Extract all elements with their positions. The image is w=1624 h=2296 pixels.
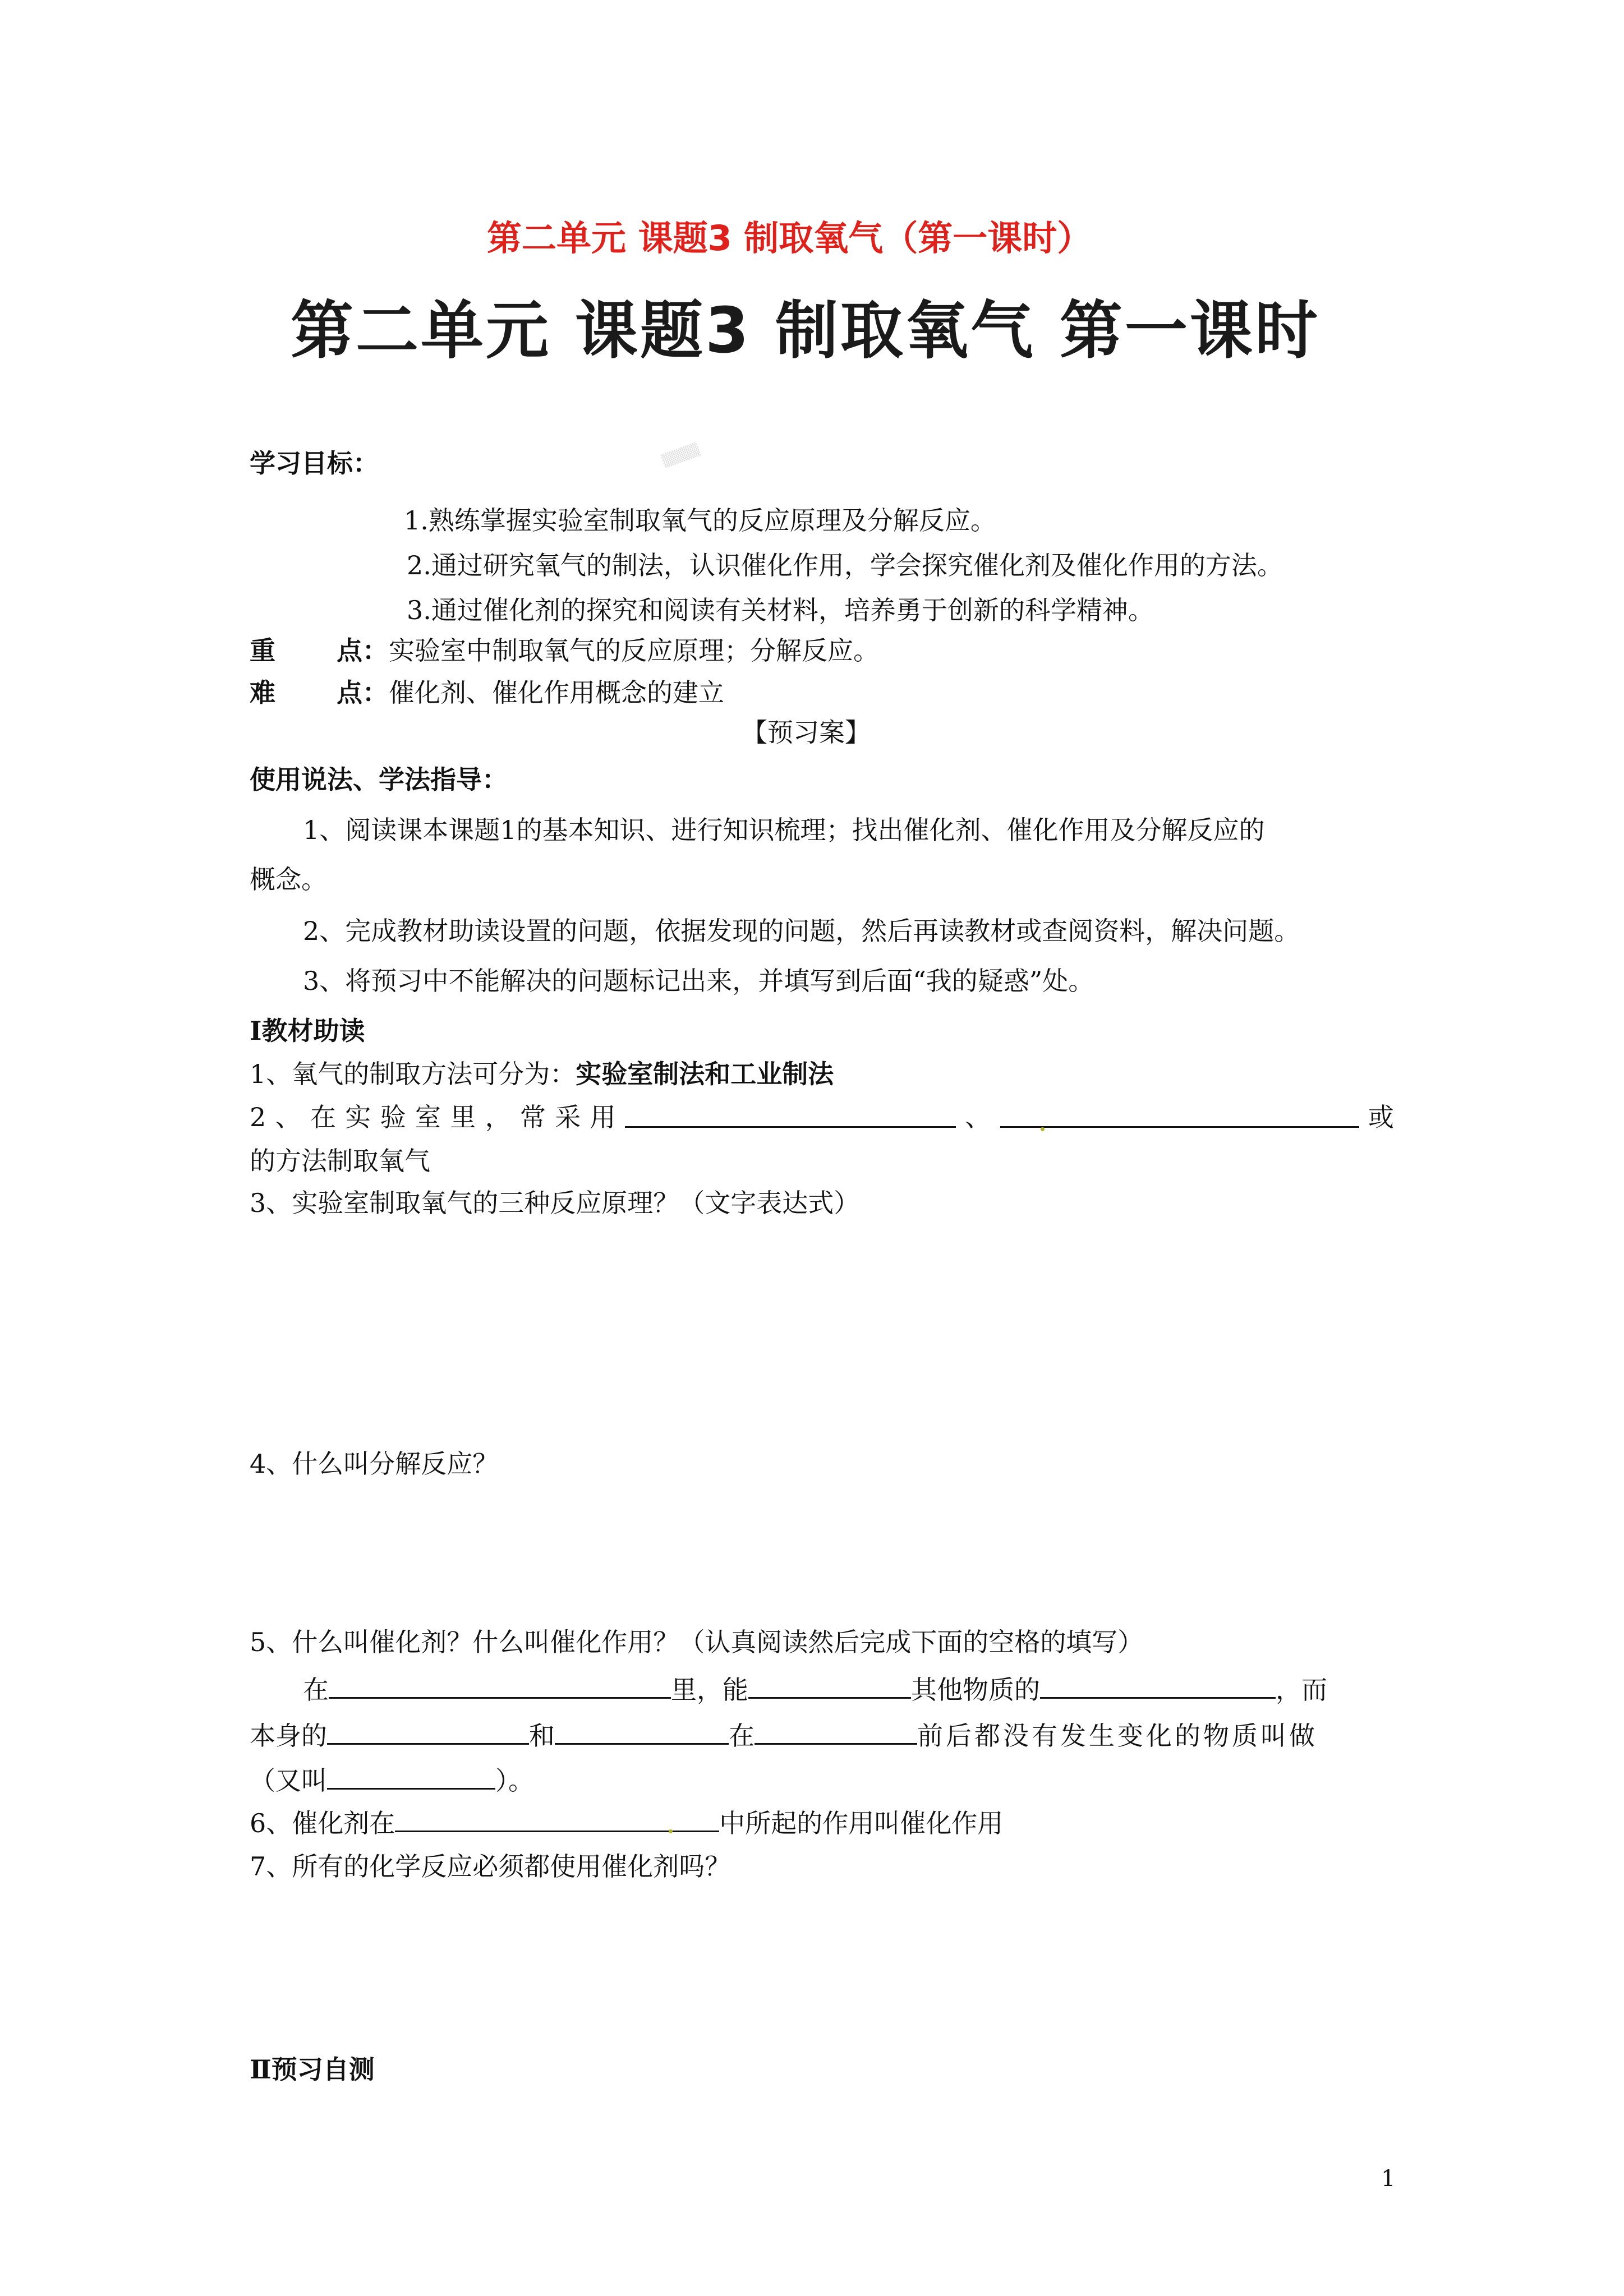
q5-text: ，而 — [1276, 1675, 1327, 1705]
section-heading: Ⅰ教材助读 — [250, 1016, 365, 1046]
q2-char: 或 — [1368, 1102, 1394, 1132]
objective-item: 1.熟练掌握实验室制取氧气的反应原理及分解反应。 — [404, 505, 996, 536]
q5-text: （又叫 — [250, 1765, 327, 1796]
watermark: ▒▒▒▒ — [660, 442, 701, 469]
q5-text: 本身的 — [250, 1721, 327, 1751]
answer-blank[interactable] — [395, 1805, 719, 1832]
answer-blank[interactable] — [755, 1717, 917, 1745]
answer-blank[interactable] — [1000, 1100, 1359, 1128]
question-1-text: 1、氧气的制取方法可分为： — [250, 1059, 576, 1089]
q2-char: ， — [485, 1102, 511, 1132]
answer-blank[interactable] — [625, 1100, 956, 1128]
question-5-line3 — [250, 1762, 534, 1797]
q6-text: 6、催化剂在 — [250, 1808, 395, 1838]
key-point-label: 重 — [250, 635, 275, 666]
q2-char: 验 — [380, 1102, 406, 1132]
page-title: 第二单元 课题3 制取氧气（第一课时） — [487, 218, 1092, 259]
q5-text: 和 — [529, 1721, 555, 1751]
question-7: 7、所有的化学反应必须都使用催化剂吗？ — [250, 1851, 731, 1882]
q5-text: 里，能 — [671, 1675, 748, 1705]
question-5: 5、什么叫催化剂？什么叫催化作用？（认真阅读然后完成下面的空格的填写） — [250, 1627, 1144, 1657]
answer-blank[interactable] — [555, 1717, 729, 1745]
question-3: 3、实验室制取氧气的三种反应原理？（文字表达式） — [250, 1188, 860, 1218]
q5-text: 在 — [729, 1721, 755, 1751]
q2-char: 、 — [275, 1102, 301, 1132]
preview-heading: 【预习案】 — [742, 717, 871, 748]
q5-text: 在 — [303, 1675, 329, 1705]
objective-item: 3.通过催化剂的探究和阅读有关材料，培养勇于创新的科学精神。 — [407, 595, 1154, 625]
difficult-point-label: 难 — [250, 677, 275, 708]
question-5-line2 — [250, 1717, 1318, 1753]
q6-text: 中所起的作用叫催化作用 — [719, 1808, 1004, 1838]
q2-char: 用 — [590, 1102, 616, 1132]
q5-text: 前后都没有发生变化的物质叫做 — [917, 1721, 1318, 1751]
difficult-point-label: 点： — [337, 677, 388, 708]
answer-blank[interactable] — [1040, 1671, 1276, 1699]
answer-blank[interactable] — [327, 1762, 495, 1790]
q5-text: 其他物质的 — [911, 1675, 1040, 1705]
answer-blank[interactable] — [329, 1671, 671, 1699]
q2-char: 2 — [250, 1102, 266, 1132]
difficult-point-text: 催化剂、催化作用概念的建立 — [389, 677, 724, 708]
answer-blank[interactable] — [327, 1717, 529, 1745]
guide-item: 概念。 — [250, 864, 327, 895]
section-heading: Ⅱ预习自测 — [250, 2054, 375, 2085]
q2-char: 采 — [555, 1102, 581, 1132]
question-6 — [250, 1805, 1003, 1840]
question-2 — [250, 1100, 1394, 1134]
q2-char: 常 — [519, 1102, 546, 1132]
q5-text: ）。 — [495, 1765, 534, 1796]
question-5-line1 — [303, 1671, 1327, 1707]
guide-item: 2、完成教材助读设置的问题，依据发现的问题，然后再读教材或查阅资料，解决问题。 — [303, 916, 1300, 946]
q2-char: 实 — [345, 1102, 371, 1132]
answer-blank[interactable] — [748, 1671, 911, 1699]
q2-char: 里 — [450, 1102, 476, 1132]
guide-item: 3、将预习中不能解决的问题标记出来，并填写到后面“我的疑惑”处。 — [303, 966, 1094, 996]
question-1 — [250, 1057, 834, 1091]
guide-heading: 使用说法、学法指导： — [250, 764, 508, 795]
objectives-heading: 学习目标： — [250, 448, 379, 478]
question-4: 4、什么叫分解反应？ — [250, 1449, 499, 1479]
q2-char: 室 — [415, 1102, 441, 1132]
q2-char: 在 — [310, 1102, 336, 1132]
title-banner-image: 第二单元 课题3 制取氧气 第一课时 — [291, 294, 1320, 367]
question-2-line2: 的方法制取氧气 — [250, 1146, 430, 1176]
guide-item: 1、阅读课本课题1的基本知识、进行知识梳理；找出催化剂、催化作用及分解反应的 — [303, 815, 1265, 845]
key-point-label: 点： — [337, 635, 388, 666]
q2-char: 、 — [965, 1102, 991, 1132]
question-1-answer: 实验室制法和工业制法 — [576, 1059, 834, 1089]
objective-item: 2.通过研究氧气的制法，认识催化作用，学会探究催化剂及催化作用的方法。 — [407, 550, 1283, 580]
key-point-text: 实验室中制取氧气的反应原理；分解反应。 — [389, 635, 879, 666]
page-number: 1 — [1381, 2166, 1396, 2192]
